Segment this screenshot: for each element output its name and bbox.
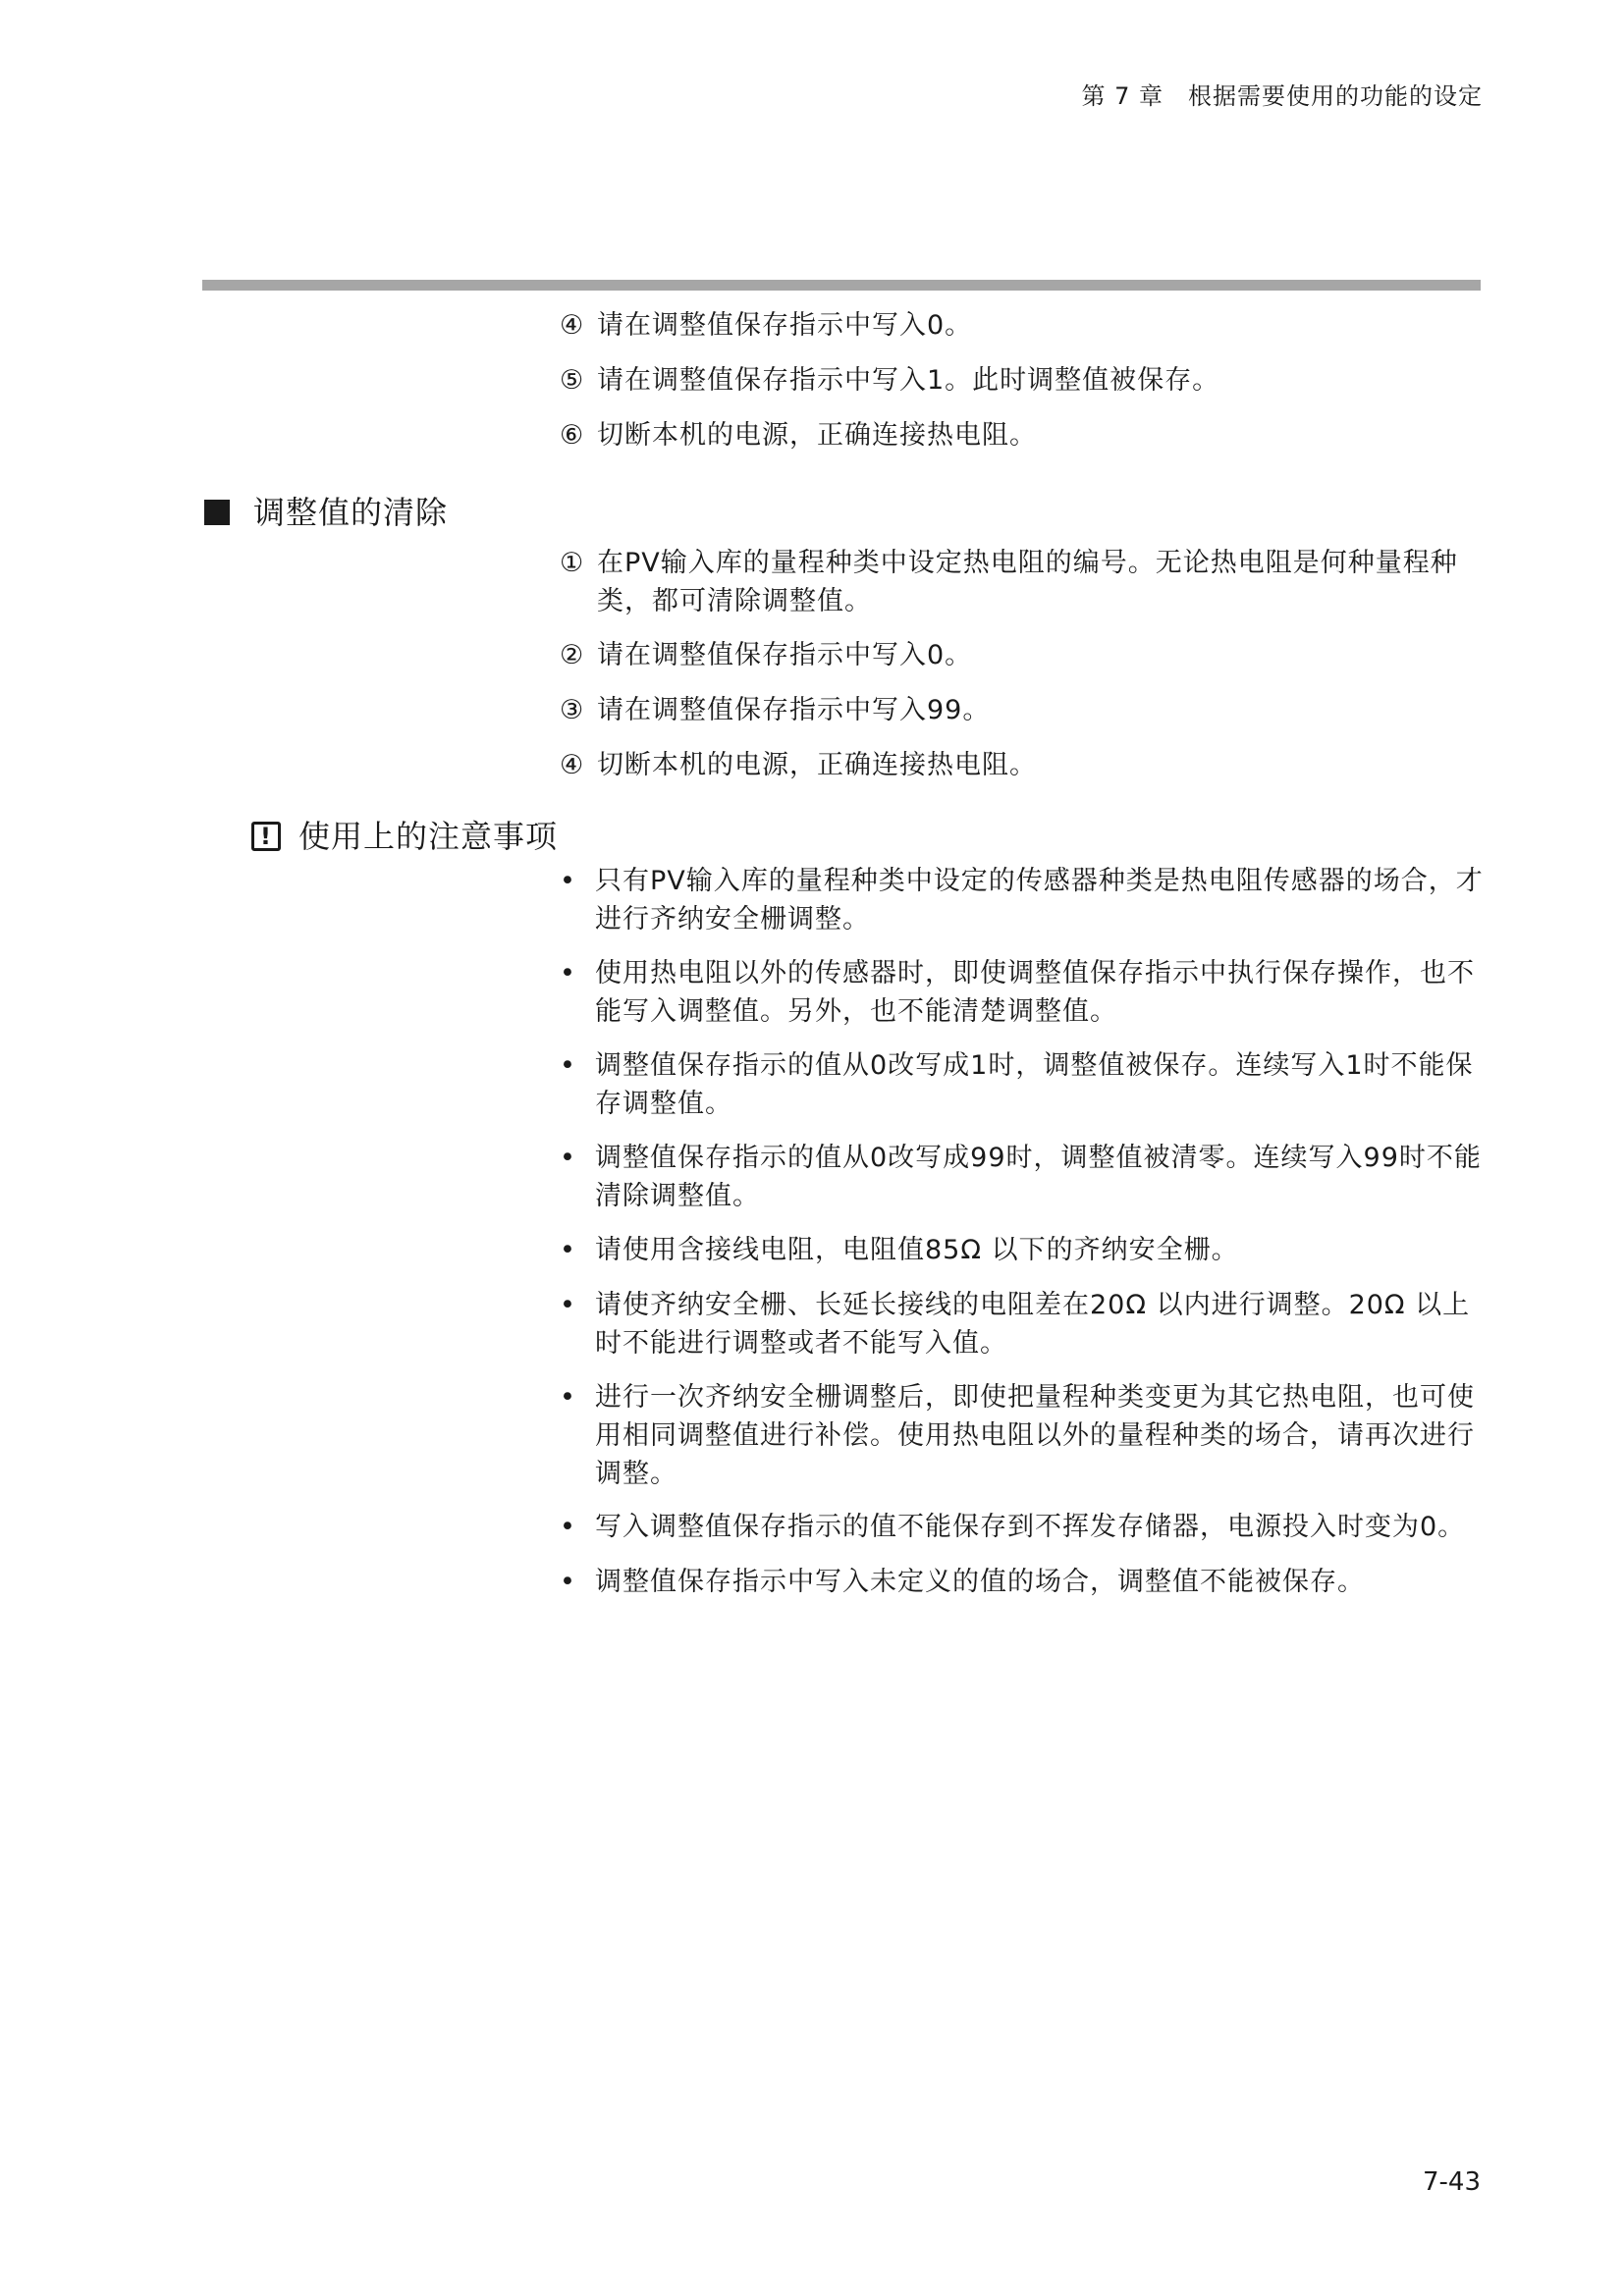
- step-item: [560, 746, 1483, 784]
- step-item: [560, 691, 1483, 729]
- step-item: [560, 416, 1483, 454]
- caution-text: 只有PV输入库的量程种类中设定的传感器种类是热电阻传感器的场合，才进行齐纳安全栅调整。: [595, 866, 1484, 934]
- caution-text: 使用热电阻以外的传感器时，即使调整值保存指示中执行保存操作，也不能写入调整值。另外，也不能清楚调整值。: [595, 958, 1475, 1027]
- page-number: 7-43: [1422, 2167, 1481, 2197]
- step-text: 请在调整值保存指示中写入1。此时调整值被保存。: [597, 365, 1220, 396]
- chapter-header: 第 7 章 根据需要使用的功能的设定: [1081, 82, 1483, 110]
- bullet-icon: •: [560, 866, 576, 896]
- caution-item: [556, 1231, 1489, 1269]
- bullet-icon: •: [560, 1290, 576, 1320]
- bullet-icon: •: [560, 1382, 576, 1413]
- step-item: [560, 306, 1483, 345]
- caution-icon: !: [251, 822, 281, 851]
- step-number: ⑤: [560, 365, 585, 396]
- step-text: 切断本机的电源，正确连接热电阻。: [597, 420, 1037, 451]
- caution-item: [556, 862, 1489, 938]
- step-text: 请在调整值保存指示中写入0。: [597, 640, 973, 670]
- caution-text: 进行一次齐纳安全栅调整后，即使把量程种类变更为其它热电阻，也可使用相同调整值进行补偿。使用热电阻以外的量程种类的场合，请再次进行调整。: [595, 1382, 1475, 1489]
- step-text: 切断本机的电源，正确连接热电阻。: [597, 750, 1037, 780]
- step-number: ②: [560, 640, 585, 670]
- step-number: ④: [560, 310, 585, 341]
- caution-item: [556, 1139, 1489, 1215]
- step-text: 在PV输入库的量程种类中设定热电阻的编号。无论热电阻是何种量程种类，都可清除调整值。: [597, 548, 1458, 616]
- caution-text: 写入调整值保存指示的值不能保存到不挥发存储器，电源投入时变为0。: [595, 1512, 1466, 1542]
- caution-item: [556, 1563, 1489, 1601]
- step-number: ①: [560, 548, 585, 578]
- step-text: 请在调整值保存指示中写入0。: [597, 310, 973, 341]
- bullet-icon: •: [560, 1512, 576, 1542]
- caution-heading: [251, 817, 558, 856]
- caution-text: 请使齐纳安全栅、长延长接线的电阻差在20Ω 以内进行调整。20Ω 以上时不能进行调整或者不能写入值。: [595, 1290, 1471, 1359]
- step-number: ⑥: [560, 420, 585, 451]
- step-text: 请在调整值保存指示中写入99。: [597, 695, 991, 725]
- caution-item: [556, 1378, 1489, 1493]
- caution-item: [556, 1508, 1489, 1546]
- bullet-icon: •: [560, 1143, 576, 1173]
- caution-item: [556, 1286, 1489, 1362]
- step-number: ④: [560, 750, 585, 780]
- step-item: [560, 361, 1483, 400]
- section-heading: [204, 493, 448, 532]
- bullet-icon: •: [560, 1567, 576, 1597]
- step-item: [560, 544, 1483, 620]
- bullet-icon: •: [560, 1235, 576, 1265]
- header-rule: [202, 280, 1481, 291]
- step-item: [560, 636, 1483, 674]
- bullet-icon: •: [560, 1050, 576, 1081]
- caution-item: [556, 954, 1489, 1031]
- square-bullet-icon: [204, 500, 230, 525]
- caution-text: 调整值保存指示中写入未定义的值的场合，调整值不能被保存。: [595, 1567, 1365, 1597]
- bullet-icon: •: [560, 958, 576, 988]
- caution-text: 调整值保存指示的值从0改写成99时，调整值被清零。连续写入99时不能清除调整值。: [595, 1143, 1482, 1211]
- section-title: 调整值的清除: [253, 494, 449, 531]
- caution-text: 调整值保存指示的值从0改写成1时，调整值被保存。连续写入1时不能保存调整值。: [595, 1050, 1474, 1119]
- caution-title: 使用上的注意事项: [298, 818, 559, 855]
- step-number: ③: [560, 695, 585, 725]
- caution-text: 请使用含接线电阻，电阻值85Ω 以下的齐纳安全栅。: [595, 1235, 1239, 1265]
- caution-item: [556, 1046, 1489, 1123]
